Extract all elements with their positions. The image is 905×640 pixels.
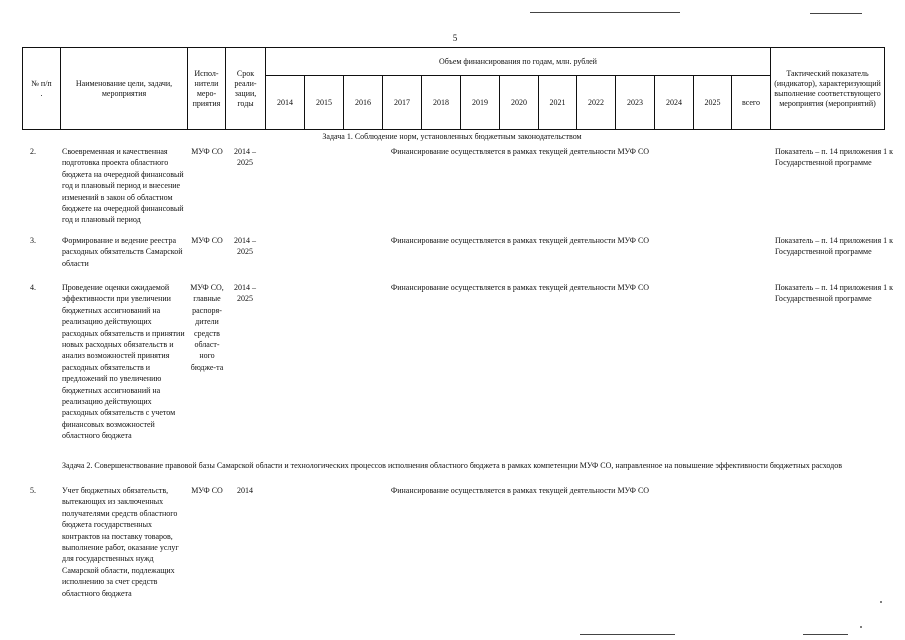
year-2021: 2021 — [539, 76, 577, 130]
year-2016: 2016 — [344, 76, 383, 130]
row-executor: МУФ СО — [191, 236, 223, 245]
year-2017: 2017 — [383, 76, 422, 130]
row-finance: Финансирование осуществляется в рамках текущей деятельности МУФ СО — [390, 147, 650, 156]
row-number: 3. — [30, 236, 36, 245]
header-indicator: Тактический показатель (индикатор), характеризующий выполнение соответствующего мероприятия (мероприятий) — [771, 48, 885, 130]
header-executors: Испол-нители меро-приятия — [188, 48, 226, 130]
year-2024: 2024 — [655, 76, 694, 130]
row-executor: МУФ СО, главные распоря-дители средств област-ного бюдже-та — [190, 283, 224, 372]
row-indicator: Показатель – п. 14 приложения 1 к Государственной программе — [775, 283, 894, 304]
year-2023: 2023 — [616, 76, 655, 130]
bottom-rule-1 — [580, 634, 675, 635]
scan-speck — [880, 601, 882, 603]
row-finance: Финансирование осуществляется в рамках текущей деятельности МУФ СО — [390, 283, 650, 292]
row-term: 2014 – 2025 — [234, 236, 256, 257]
header-term: Срок реали-зации, годы — [226, 48, 266, 130]
header-finance: Объем финансирования по годам, млн. рублей — [266, 48, 771, 76]
row-number: 5. — [30, 486, 36, 495]
year-2014: 2014 — [266, 76, 305, 130]
page-number: 5 — [452, 33, 458, 43]
row-name: Формирование и ведение реестра расходных обязательств Самарской области — [62, 236, 183, 268]
scan-speck — [860, 626, 862, 628]
top-rule-1 — [530, 12, 680, 13]
task-1-heading: Задача 1. Соблюдение норм, установленных бюджетным законодательством — [322, 132, 582, 141]
year-2020: 2020 — [500, 76, 539, 130]
header-num: № п/п . — [23, 48, 61, 130]
row-indicator: Показатель – п. 14 приложения 1 к Государственной программе — [775, 147, 894, 168]
header-name: Наименование цели, задачи, мероприятия — [61, 48, 188, 130]
year-2015: 2015 — [305, 76, 344, 130]
row-term: 2014 — [237, 486, 253, 495]
year-total: всего — [732, 76, 771, 130]
row-indicator: Показатель – п. 14 приложения 1 к Государственной программе — [775, 236, 894, 257]
year-2022: 2022 — [577, 76, 616, 130]
bottom-rule-2 — [803, 634, 848, 635]
year-2025: 2025 — [694, 76, 732, 130]
header-table — [22, 47, 885, 130]
row-executor: МУФ СО — [191, 486, 223, 495]
row-finance: Финансирование осуществляется в рамках текущей деятельности МУФ СО — [390, 486, 650, 495]
row-term: 2014 – 2025 — [234, 147, 256, 168]
year-2019: 2019 — [461, 76, 500, 130]
row-finance: Финансирование осуществляется в рамках текущей деятельности МУФ СО — [390, 236, 650, 245]
row-executor: МУФ СО — [191, 147, 223, 156]
year-2018: 2018 — [422, 76, 461, 130]
top-rule-2 — [810, 13, 862, 14]
row-number: 4. — [30, 283, 36, 292]
task-2-heading: Задача 2. Совершенствование правовой базы Самарской области и технологических процессов исполнения областного бюджета в рамках компетенции МУФ СО, направленное на повышение эффективности бюджетных расходов — [61, 461, 843, 470]
row-term: 2014 – 2025 — [234, 283, 256, 304]
row-number: 2. — [30, 147, 36, 156]
row-name: Своевременная и качественная подготовка проекта областного бюджета на очередной финансовый год и плановый период и внесение изменений в закон об областном бюджете на очередной финансовый год и плановый период — [62, 147, 184, 225]
row-name: Проведение оценки ожидаемой эффективности при увеличении бюджетных ассигнований на реализацию действующих расходных обязательств и принятии новых расходных обязательств и анализ возможностей принятия расходных обязательств и предложений по увеличению бюджетных ассигнований на реализацию действующих расходных обязательств с учетом финансовых возможностей областного бюджета — [62, 283, 185, 441]
row-name: Учет бюджетных обязательств, вытекающих из заключенных получателями средств областного бюджета государственных контрактов на поставку товаров, выполнение работ, оказание услуг для государственных нужд Самарской области, подлежащих исполнению за счет средств областного бюджета — [62, 486, 179, 598]
